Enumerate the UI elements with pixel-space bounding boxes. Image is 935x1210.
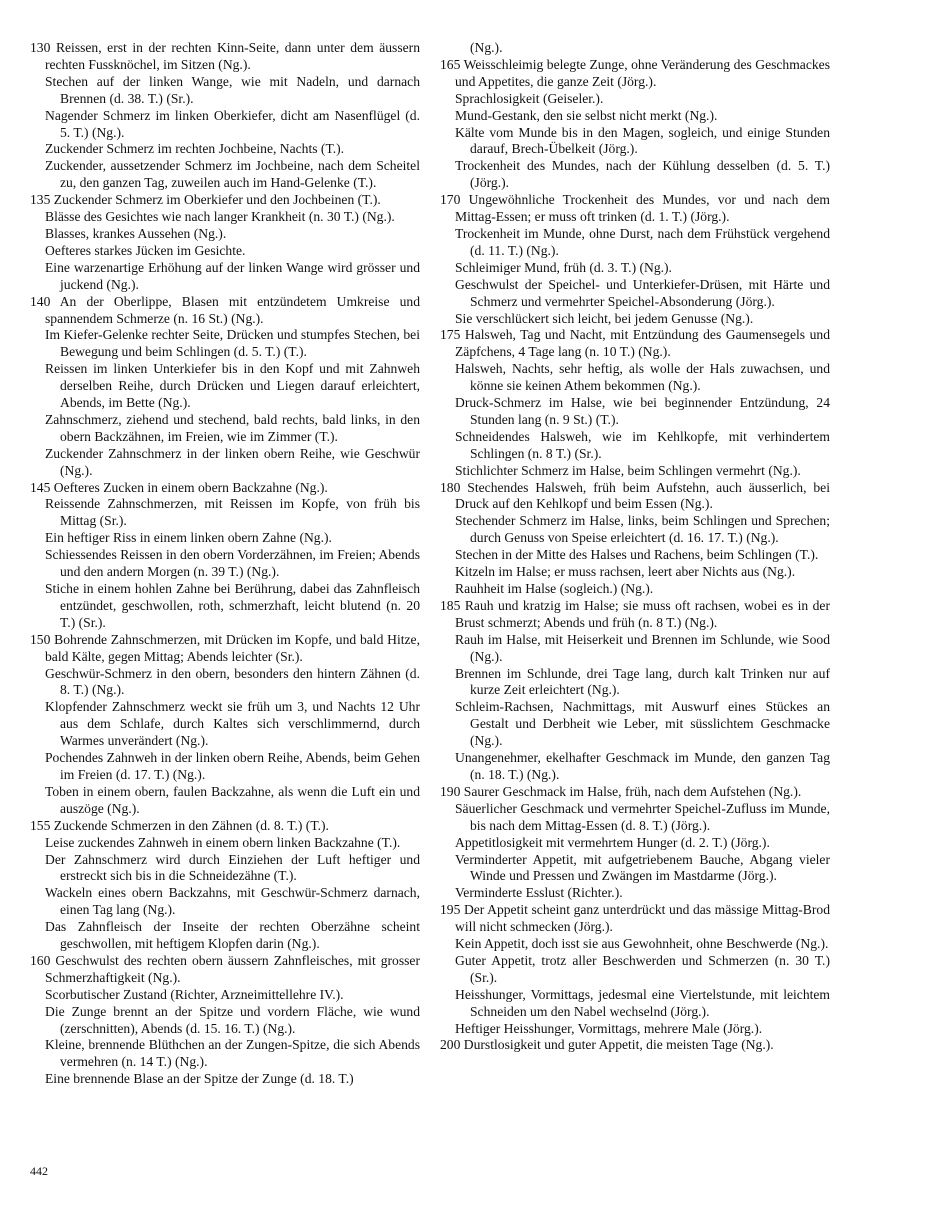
symptom-text: Leise zuckendes Zahnweh in einem obern linken Backzahne (T.). [45,834,401,850]
symptom-entry [30,361,420,412]
symptom-entry [30,158,420,192]
symptom-entry [440,480,830,514]
symptom-text: Wackeln eines obern Backzahns, mit Geschwür-Schmerz darnach, einen Tag lang (Ng.). [45,885,420,918]
symptom-entry [440,513,830,547]
symptom-entry [30,260,420,294]
symptom-entry [440,57,830,91]
symptom-text: Pochendes Zahnweh in der linken obern Reihe, Abends, beim Gehen im Freien (d. 17. T.) (Ng.). [45,750,420,782]
symptom-entry [440,192,830,226]
symptom-entry [440,327,830,361]
symptom-text: Rauhheit im Halse (sogleich.) (Ng.). [455,581,654,596]
symptom-entry [440,260,830,277]
symptom-entry [30,750,420,784]
symptom-entry [30,818,420,835]
symptom-entry [440,801,830,835]
symptom-entry [440,463,830,480]
symptom-entry [440,108,830,125]
symptom-text: Blässe des Gesichtes wie nach langer Krankheit (n. 30 T.) (Ng.). [45,209,395,225]
symptom-text: 185 Rauh und kratzig im Halse; sie muss oft rachsen, wobei es in der Brust schmerzt; Abends und früh (n. 8 T.) (Ng.). [440,597,830,630]
symptom-text: 170 Ungewöhnliche Trockenheit des Mundes, vor und nach dem Mittag-Essen; er muss oft trinken (d. 1. T.) (Jörg.). [440,192,830,225]
symptom-entry [440,750,830,784]
symptom-entry [30,446,420,480]
symptom-entry [440,226,830,260]
symptom-entry [440,125,830,159]
symptom-text: Zahnschmerz, ziehend und stechend, bald rechts, bald links, in den obern Backzähnen, im Freien, wie im Zimmer (T.). [45,411,420,444]
symptom-entry [30,192,420,209]
symptom-text: Der Zahnschmerz wird durch Einziehen der Luft heftiger und erstreckt sich bis in die Schneidezähne (T.). [45,851,420,884]
symptom-text: Unangenehmer, ekelhafter Geschmack im Munde, den ganzen Tag (n. 18. T.) (Ng.). [455,750,830,782]
left-column [30,40,420,1088]
symptom-text: Toben in einem obern, faulen Backzahne, als wenn die Luft ein und auszöge (Ng.). [45,783,420,816]
symptom-entry [440,547,830,564]
symptom-entry [440,852,830,886]
symptom-entry [440,885,830,902]
symptom-text: Stechender Schmerz im Halse, links, beim Schlingen und Sprechen; durch Genuss von Speise erleichtert (d. 16. 17. T.) (Ng.). [455,513,830,546]
symptom-text: Brennen im Schlunde, drei Tage lang, durch kalt Trinken nur auf kurze Zeit erleichtert (Ng.). [455,665,830,698]
symptom-entry [440,395,830,429]
symptom-entry [440,987,830,1021]
symptom-entry [440,902,830,936]
symptom-text: 130 Reissen, erst in der rechten Kinn-Seite, dann unter dem äussern rechten Fussknöchel, im Sitzen (Ng.). [30,40,420,72]
symptom-text: 140 An der Oberlippe, Blasen mit entzündetem Umkreise und spannendem Schmerze (n. 16 St.) (Ng.). [30,293,420,326]
symptom-entry [30,699,420,750]
symptom-entry [30,226,420,243]
right-column [440,40,830,1054]
symptom-text: 200 Durstlosigkeit und guter Appetit, die meisten Tage (Ng.). [440,1037,774,1053]
symptom-entry [440,311,830,328]
symptom-text: Kitzeln im Halse; er muss rachsen, leert aber Nichts aus (Ng.). [455,564,796,580]
symptom-text: 165 Weisschleimig belegte Zunge, ohne Veränderung des Geschmackes und Appetites, die ganze Zeit (Jörg.). [440,56,830,89]
symptom-entry [30,480,420,497]
symptom-text: Stiche in einem hohlen Zahne bei Berührung, dabei das Zahnfleisch entzündet, geschwollen, roth, schmerzhaft, leicht blutend (n. 20 T.) (Sr.). [45,581,420,630]
symptom-entry [30,852,420,886]
symptom-entry [30,327,420,361]
symptom-text: 155 Zuckende Schmerzen in den Zähnen (d. 8. T.) (T.). [30,817,329,833]
symptom-text: Stechen in der Mitte des Halses und Rachens, beim Schlingen (T.). [455,547,819,563]
symptom-entry [30,835,420,852]
symptom-text: Geschwulst der Speichel- und Unterkiefer-Drüsen, mit Härte und Schmerz und vermehrter Speichel-Absonderung (Jörg.). [455,276,830,309]
symptom-entry [440,40,830,57]
symptom-entry [30,919,420,953]
symptom-text: Eine warzenartige Erhöhung auf der linken Wange wird grösser und juckend (Ng.). [45,259,420,292]
symptom-text: Kein Appetit, doch isst sie aus Gewohnheit, ohne Beschwerde (Ng.). [455,936,829,952]
symptom-text: 175 Halsweh, Tag und Nacht, mit Entzündung des Gaumensegels und Zäpfchens, 4 Tage lang (n. 10 T.) (Ng.). [440,327,830,360]
symptom-text: Reissen im linken Unterkiefer bis in den Kopf und mit Zahnweh derselben Reihe, durch Drücken und Liegen darauf erleichtert, Abends, im Bette (Ng.). [45,361,420,411]
symptom-text: Sie verschlückert sich leicht, bei jedem Genusse (Ng.). [455,310,754,326]
symptom-entry [440,632,830,666]
page-number: 442 [30,1164,48,1178]
symptom-entry [440,784,830,801]
symptom-text: Oefteres starkes Jücken im Gesichte. [45,242,246,258]
symptom-entry [30,530,420,547]
symptom-entry [30,243,420,260]
symptom-entry [30,885,420,919]
symptom-text: Eine brennende Blase an der Spitze der Zunge (d. 18. T.) [45,1071,354,1087]
symptom-entry [440,158,830,192]
symptom-entry [30,1071,420,1088]
symptom-text: Heisshunger, Vormittags, jedesmal eine Viertelstunde, mit leichtem Schneiden um den Nabel wechselnd (Jörg.). [455,986,830,1019]
symptom-text: Schleim-Rachsen, Nachmittags, mit Auswurf eines Stückes an Gestalt und Derbheit wie Leber, mit süsslichtem Geschmacke (Ng.). [455,699,830,749]
symptom-entry [30,987,420,1004]
symptom-text: Nagender Schmerz im linken Oberkiefer, dicht am Nasenflügel (d. 5. T.) (Ng.). [45,107,420,140]
symptom-entry [30,1004,420,1038]
symptom-text: 145 Oefteres Zucken in einem obern Backzahne (Ng.). [30,479,328,495]
symptom-text: Rauh im Halse, mit Heiserkeit und Brennen im Schlunde, wie Sood (Ng.). [455,631,830,664]
symptom-entry [30,632,420,666]
symptom-entry [440,1021,830,1038]
symptom-text: Klopfender Zahnschmerz weckt sie früh um 3, und Nachts 12 Uhr aus dem Schlafe, durch Kaltes sich verschlimmernd, durch Warmes unverändert (Ng.). [45,699,420,749]
symptom-entry [30,547,420,581]
symptom-text: Trockenheit im Munde, ohne Durst, nach dem Frühstück vergehend (d. 11. T.) (Ng.). [455,225,830,258]
symptom-entry [440,1037,830,1054]
symptom-entry [440,666,830,700]
symptom-text: Schneidendes Halsweh, wie im Kehlkopfe, mit verhindertem Schlingen (n. 8 T.) (Sr.). [455,428,830,461]
symptom-entry [440,598,830,632]
symptom-text: Kleine, brennende Blüthchen an der Zungen-Spitze, die sich Abends vermehren (n. 14 T.) (Ng.). [45,1037,420,1070]
symptom-text: Stichlichter Schmerz im Halse, beim Schlingen vermehrt (Ng.). [455,462,801,478]
symptom-text: 180 Stechendes Halsweh, früh beim Aufstehn, auch äusserlich, bei Druck auf den Kehlkopf und beim Essen (Ng.). [440,479,830,512]
symptom-entry [440,835,830,852]
symptom-text: Mund-Gestank, den sie selbst nicht merkt (Ng.). [455,107,718,123]
symptom-text: Im Kiefer-Gelenke rechter Seite, Drücken und stumpfes Stechen, bei Bewegung und beim Schlingen (d. 5. T.) (T.). [45,327,420,360]
symptom-text: Scorbutischer Zustand (Richter, Arzneimittellehre IV.). [45,986,344,1002]
symptom-entry [30,666,420,700]
symptom-text: Reissende Zahnschmerzen, mit Reissen im Kopfe, von früh bis Mittag (Sr.). [45,496,420,529]
symptom-text: Ein heftiger Riss in einem linken obern Zahne (Ng.). [45,530,332,546]
symptom-entry [440,361,830,395]
symptom-text: Verminderter Appetit, mit aufgetriebenem Bauche, Abgang vieler Winde und Pressen und Zwängen im Mastdarme (Jörg.). [455,851,830,884]
symptom-entry [440,91,830,108]
symptom-entry [30,40,420,74]
symptom-entry [30,294,420,328]
symptom-text: Zuckender Schmerz im rechten Jochbeine, Nachts (T.). [45,141,345,157]
symptom-text: Blasses, krankes Aussehen (Ng.). [45,225,227,241]
symptom-entry [440,564,830,581]
symptom-text: Stechen auf der linken Wange, wie mit Nadeln, und darnach Brennen (d. 38. T.) (Sr.). [45,73,420,106]
symptom-text: Sprachlosigkeit (Geiseler.). [455,90,604,106]
symptom-text: Halsweh, Nachts, sehr heftig, als wolle der Hals zuwachsen, und könne sie keinen Athem bekommen (Ng.). [455,361,830,394]
symptom-text: Verminderte Esslust (Richter.). [455,885,623,901]
symptom-text: Die Zunge brennt an der Spitze und vordern Fläche, wie wund (zerschnitten), Abends (d. 15. 16. T.) (Ng.). [45,1003,420,1036]
symptom-text: Zuckender, aussetzender Schmerz im Jochbeine, nach dem Scheitel zu, den ganzen Tag, zuweilen auch im Hand-Gelenke (T.). [45,158,420,191]
symptom-text: Heftiger Heisshunger, Vormittags, mehrere Male (Jörg.). [455,1020,763,1036]
symptom-entry [30,141,420,158]
symptom-entry [440,429,830,463]
symptom-text: 195 Der Appetit scheint ganz unterdrückt und das mässige Mittag-Brod will nicht schmecken (Jörg.). [440,902,830,935]
symptom-text: Appetitlosigkeit mit vermehrtem Hunger (d. 2. T.) (Jörg.). [455,834,770,850]
symptom-text: Schleimiger Mund, früh (d. 3. T.) (Ng.). [455,259,672,275]
symptom-entry [440,936,830,953]
symptom-text: Das Zahnfleisch der Inseite der rechten Oberzähne scheint geschwollen, mit heftigem Klopfen darin (Ng.). [45,919,420,952]
symptom-text: 135 Zuckender Schmerz im Oberkiefer und den Jochbeinen (T.). [30,192,381,208]
symptom-entry [30,412,420,446]
symptom-text: Schiessendes Reissen in den obern Vorderzähnen, im Freien; Abends und den andern Morgen (n. 39 T.) (Ng.). [45,547,420,580]
symptom-text: (Ng.). [470,40,503,55]
symptom-text: Trockenheit des Mundes, nach der Kühlung desselben (d. 5. T.) (Jörg.). [455,158,830,191]
symptom-entry [30,74,420,108]
symptom-text: Zuckender Zahnschmerz in der linken obern Reihe, wie Geschwür (Ng.). [45,445,420,478]
symptom-entry [30,1037,420,1071]
symptom-text: 150 Bohrende Zahnschmerzen, mit Drücken im Kopfe, und bald Hitze, bald Kälte, gegen Mittag; Abends leichter (Sr.). [30,631,420,664]
symptom-entry [30,209,420,226]
symptom-text: Kälte vom Munde bis in den Magen, sogleich, und einige Stunden darauf, Brech-Übelkeit (Jörg.). [455,124,830,157]
symptom-entry [30,581,420,632]
symptom-entry [30,953,420,987]
symptom-text: Geschwür-Schmerz in den obern, besonders den hintern Zähnen (d. 8. T.) (Ng.). [45,665,420,698]
symptom-entry [30,784,420,818]
symptom-entry [440,581,830,598]
symptom-entry [440,277,830,311]
symptom-text: Druck-Schmerz im Halse, wie bei beginnender Entzündung, 24 Stunden lang (n. 9 St.) (T.). [455,395,830,427]
symptom-text: 160 Geschwulst des rechten obern äussern Zahnfleisches, mit grosser Schmerzhaftigkeit (Ng.). [30,952,420,985]
symptom-entry [440,953,830,987]
symptom-text: Säuerlicher Geschmack und vermehrter Speichel-Zufluss im Munde, bis nach dem Mittag-Essen (d. 8. T.) (Jörg.). [455,800,830,833]
symptom-text: Guter Appetit, trotz aller Beschwerden und Schmerzen (n. 30 T.) (Sr.). [455,952,830,985]
symptom-entry [30,108,420,142]
symptom-entry [440,699,830,750]
symptom-text: 190 Saurer Geschmack im Halse, früh, nach dem Aufstehen (Ng.). [440,783,802,799]
symptom-entry [30,496,420,530]
